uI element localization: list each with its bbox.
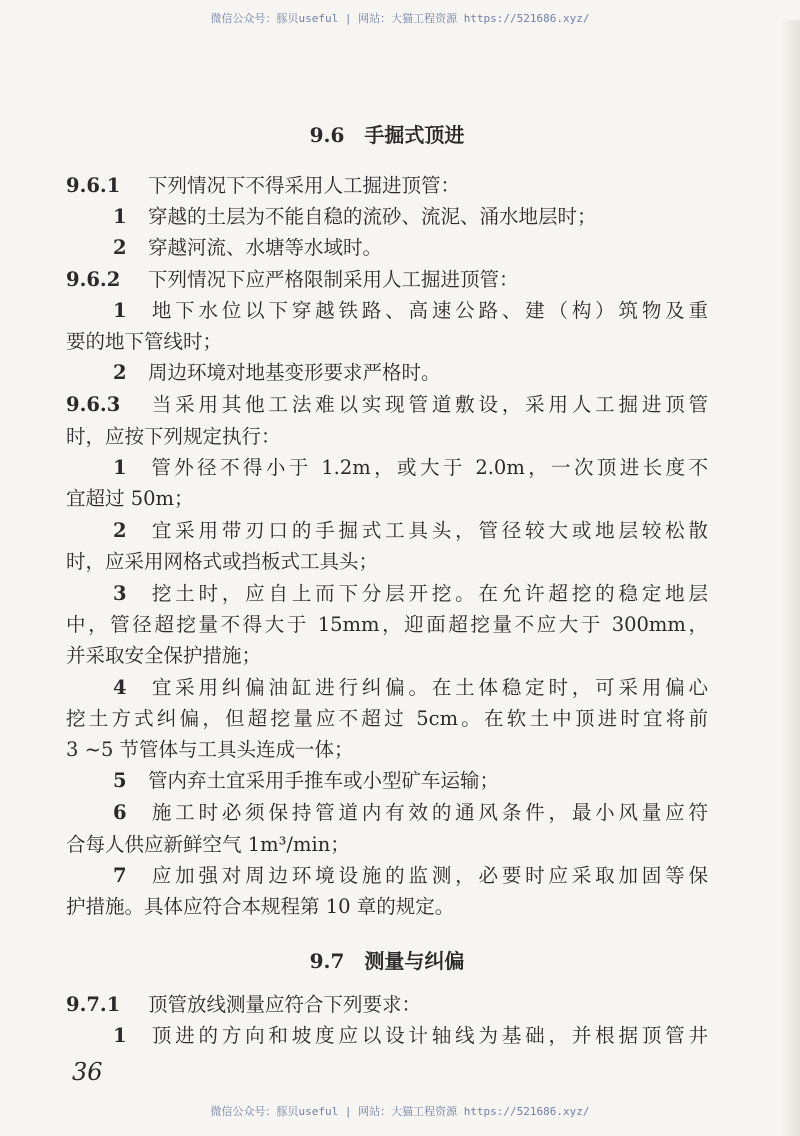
item-number: 2	[113, 519, 127, 542]
line-text: 穿越河流、水塘等水域时。	[148, 236, 383, 259]
item-number: 2	[113, 361, 127, 384]
line-text: 下列情况下不得采用人工掘进顶管：	[148, 174, 461, 197]
line-text: 并采取安全保护措施；	[66, 644, 262, 667]
line-text: 顶进的方向和坡度应以设计轴线为基础，并根据顶管井	[148, 1024, 708, 1047]
line-text: 宜采用带刃口的手掘式工具头，管径较大或地层较松散	[148, 519, 708, 542]
text-line	[66, 641, 708, 671]
line-text: 顶管放线测量应符合下列要求：	[148, 993, 422, 1016]
clause-number: 9.6.3	[66, 393, 121, 416]
line-text: 中，管径超挖量不得大于 15mm，迎面超挖量不应大于 300mm，	[66, 613, 708, 636]
line-text: 挖土方式纠偏，但超挖量应不超过 5cm。在软土中顶进时宜将前	[66, 707, 708, 730]
text-line	[66, 453, 708, 483]
line-text: 宜采用纠偏油缸进行纠偏。在土体稳定时，可采用偏心	[148, 676, 708, 699]
watermark-top: 微信公众号：豚贝useful | 网站：大猫工程资源 https://521686.xyz/	[210, 12, 590, 25]
line-text: 3 ~5 节管体与工具头连成一体；	[66, 738, 354, 761]
line-text: 管内弃土宜采用手推车或小型矿车运输；	[148, 769, 500, 792]
line-text: 地下水位以下穿越铁路、高速公路、建（构）筑物及重	[148, 299, 708, 322]
line-text: 护措施。具体应符合本规程第 10 章的规定。	[66, 895, 455, 918]
text-line	[66, 296, 708, 326]
item-number: 1	[113, 299, 127, 322]
clause-number: 9.7.1	[66, 993, 121, 1016]
text-line	[66, 390, 708, 420]
line-text: 当采用其他工法难以实现管道敷设，采用人工掘进顶管	[148, 393, 708, 416]
text-line	[66, 1021, 708, 1051]
text-line	[66, 892, 708, 922]
line-text: 挖土时，应自上而下分层开挖。在允许超挖的稳定地层	[148, 582, 708, 605]
item-number: 6	[113, 801, 127, 824]
section-title: 9.6 手掘式顶进	[309, 123, 465, 147]
line-text: 应加强对周边环境设施的监测，必要时应采取加固等保	[148, 864, 708, 887]
text-line	[66, 233, 708, 263]
text-line	[66, 990, 708, 1020]
text-line	[66, 171, 708, 201]
text-line	[66, 547, 708, 577]
section-title: 9.7 测量与纠偏	[309, 949, 465, 973]
line-text: 时，应按下列规定执行：	[66, 425, 281, 448]
page-edge-shadow	[780, 20, 800, 1136]
item-number: 4	[113, 676, 127, 699]
line-text: 周边环境对地基变形要求严格时。	[148, 361, 441, 384]
line-text: 宜超过 50m；	[66, 487, 194, 510]
item-number: 2	[113, 236, 127, 259]
text-line	[66, 265, 708, 295]
line-text: 下列情况下应严格限制采用人工掘进顶管：	[148, 268, 519, 291]
item-number: 1	[113, 1024, 127, 1047]
line-text: 时，应采用网格式或挡板式工具头；	[66, 550, 379, 573]
text-line	[66, 766, 708, 796]
clause-number: 9.6.1	[66, 174, 121, 197]
line-text: 穿越的土层为不能自稳的流砂、流泥、涌水地层时；	[148, 205, 597, 228]
line-text: 要的地下管线时；	[66, 330, 223, 353]
text-line	[66, 861, 708, 891]
line-text: 施工时必须保持管道内有效的通风条件，最小风量应符	[148, 801, 708, 824]
text-line	[66, 484, 708, 514]
text-line	[66, 735, 708, 765]
item-number: 1	[113, 205, 127, 228]
item-number: 7	[113, 864, 127, 887]
text-line	[66, 673, 708, 703]
text-line	[66, 704, 708, 734]
text-line	[66, 327, 708, 357]
item-number: 3	[113, 582, 127, 605]
line-text: 合每人供应新鲜空气 1m³/min；	[66, 833, 350, 856]
item-number: 5	[113, 769, 127, 792]
text-line	[66, 516, 708, 546]
clause-number: 9.6.2	[66, 268, 121, 291]
text-line	[66, 610, 708, 640]
text-line	[66, 798, 708, 828]
item-number: 1	[113, 456, 127, 479]
watermark-bottom: 微信公众号：豚贝useful | 网站：大猫工程资源 https://521686.xyz/	[210, 1105, 590, 1118]
text-line	[66, 830, 708, 860]
page-number: 36	[72, 1058, 103, 1086]
text-line	[66, 422, 708, 452]
text-line	[66, 358, 708, 388]
text-line	[66, 579, 708, 609]
text-line	[66, 202, 708, 232]
line-text: 管外径不得小于 1.2m，或大于 2.0m，一次顶进长度不	[148, 456, 708, 479]
